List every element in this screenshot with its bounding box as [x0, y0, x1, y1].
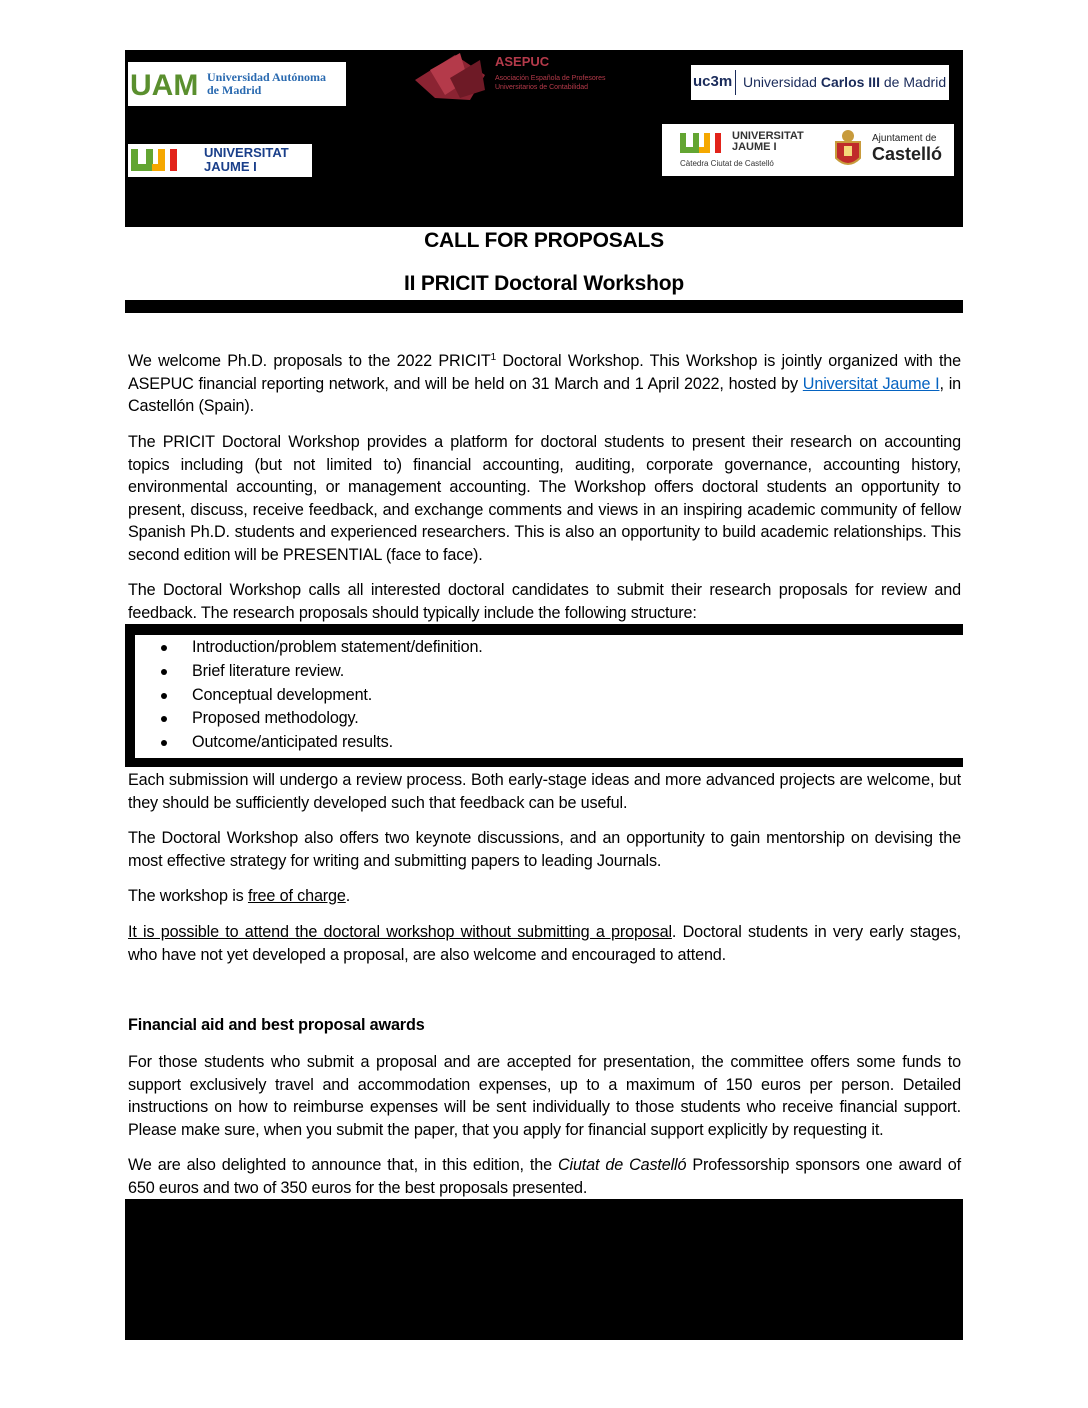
p9-a: We are also delighted to announce that, in this edition, the: [128, 1156, 558, 1174]
page-title: CALL FOR PROPOSALS: [424, 229, 664, 252]
list-item: [135, 684, 483, 708]
uji-line1: UNIVERSITAT: [204, 145, 289, 160]
keynote-paragraph: The Doctoral Workshop also offers two keynote discussions, and an opportunity to gain mentorship on devising the most effective strategy for writing and submitting papers to leading Journals.: [128, 829, 961, 870]
asepuc-logo: [410, 50, 645, 102]
intro-paragraph: [128, 350, 961, 418]
uji-logo: [128, 144, 312, 177]
uc3m-mark: uc3m: [693, 73, 733, 90]
uc3m-text-pre: Universidad: [743, 74, 821, 90]
asepuc-name: ASEPUC: [495, 54, 550, 69]
uam-logo: [128, 62, 346, 106]
structure-list-frame: [125, 624, 963, 767]
catedra-logo: [662, 124, 954, 176]
header-banner: [125, 50, 963, 227]
p6-underlined: free of charge: [247, 887, 346, 905]
bullet-icon: [161, 716, 167, 722]
bullet-icon: [161, 740, 167, 746]
catedra-caption: Càtedra Ciutat de Castelló: [680, 159, 774, 168]
catedra-uji-mark-icon: [678, 130, 738, 160]
uc3m-divider: [735, 70, 736, 95]
platform-paragraph: The PRICIT Doctoral Workshop provides a platform for doctoral students to present their research on accounting topics including (but not limited to) financial accounting, auditing, corporate governance, accounting history, environmental accounting, or management accounting. The Workshop offers doctoral students an opportunity to present, discuss, receive feedback, and exchange comments and views in an inspiring academic community of fellow Spanish Ph.D. students and experienced researchers. This is also an opportunity to build academic relationships. This second edition will be PRESENTIAL (face to face).: [128, 433, 961, 564]
asepuc-line1: Asociación Española de Profesores: [495, 75, 606, 82]
list-item-label: Outcome/anticipated results.: [192, 733, 393, 752]
list-item: [135, 636, 483, 660]
section-heading: Financial aid and best proposal awards: [128, 1016, 425, 1034]
uc3m-text-bold: Carlos III: [820, 74, 880, 90]
uam-line2: de Madrid: [207, 83, 262, 97]
p7-underlined: It is possible to attend the doctoral workshop without submitting a proposal: [128, 923, 672, 941]
uc3m-text-post: de Madrid: [879, 74, 947, 90]
financial-aid-paragraph: For those students who submit a proposal and are accepted for presentation, the committee offers some funds to support exclusively travel and accommodation expenses, up to a maximum of 150 euros per person. Detailed instructions on how to reimburse expenses will be sent individually to those students who receive financial support. Please make sure, when you submit the paper, that you apply for financial support explicitly by requesting it.: [128, 1053, 961, 1139]
ajuntament-line2: Castelló: [872, 144, 943, 164]
list-item: [135, 707, 483, 731]
structure-list: [135, 636, 483, 755]
uji-line2: JAUME I: [204, 159, 257, 174]
ajuntament-line1: Ajuntament de: [872, 133, 937, 144]
p7-b: . Doctoral students in very early stages, who have not yet developed a proposal, are also welcome and encouraged to attend.: [128, 923, 962, 964]
p1-a: We welcome Ph.D. proposals to the 2022 PRICIT: [128, 352, 491, 370]
list-item-label: Introduction/problem statement/definition.: [192, 638, 483, 656]
uc3m-logo: [691, 65, 949, 100]
list-item-label: Brief literature review.: [192, 661, 345, 680]
bullet-icon: [161, 693, 167, 699]
call-paragraph: The Doctoral Workshop calls all interested doctoral candidates to submit their research proposals for review and feedback. The research proposals should typically include the following structure:: [128, 581, 961, 622]
p9-b: Professorship sponsors one award of 650 euros and two of 350 euros for the best proposals presented.: [128, 1156, 961, 1197]
p1-c: , in Castellón (Spain).: [128, 374, 961, 415]
list-item: [135, 731, 483, 755]
bullet-icon: [161, 669, 167, 675]
uam-mark-text: UAM: [130, 69, 199, 102]
footer-banner: [125, 1199, 963, 1340]
bullet-icon: [161, 645, 167, 651]
list-item: [135, 660, 483, 684]
catedra-line1: UNIVERSITAT: [732, 130, 804, 142]
p1-b: Doctoral Workshop. This Workshop is jointly organized with the ASEPUC financial reporting network, and will be held on 31 March and 1 April 2022, hosted by: [128, 352, 961, 393]
catedra-line2: JAUME I: [732, 141, 777, 153]
asepuc-line2: Universitarios de Contabilidad: [495, 84, 588, 91]
review-paragraph: Each submission will undergo a review process. Both early-stage ideas and more advanced projects are welcome, but they should be sufficiently developed such that feedback can be useful.: [128, 771, 961, 812]
title-divider: [125, 300, 963, 313]
page-subtitle: II PRICIT Doctoral Workshop: [403, 272, 685, 295]
uji-link[interactable]: Universitat Jaume I: [802, 374, 940, 393]
list-item-label: Proposed methodology.: [192, 709, 359, 728]
p9-italic: Ciutat de Castelló: [557, 1156, 687, 1174]
uam-line1: Universidad Autónoma: [207, 70, 327, 84]
attend-paragraph: [128, 921, 961, 966]
p6-b: .: [345, 887, 351, 905]
footnote-ref: 1: [490, 352, 496, 363]
p6-a: The workshop is: [128, 887, 248, 905]
list-item-label: Conceptual development.: [192, 685, 373, 704]
castello-coat-of-arms-icon: [830, 128, 866, 172]
uji-mark-icon: [128, 144, 198, 177]
free-paragraph: [128, 885, 961, 908]
awards-paragraph: [128, 1154, 961, 1199]
